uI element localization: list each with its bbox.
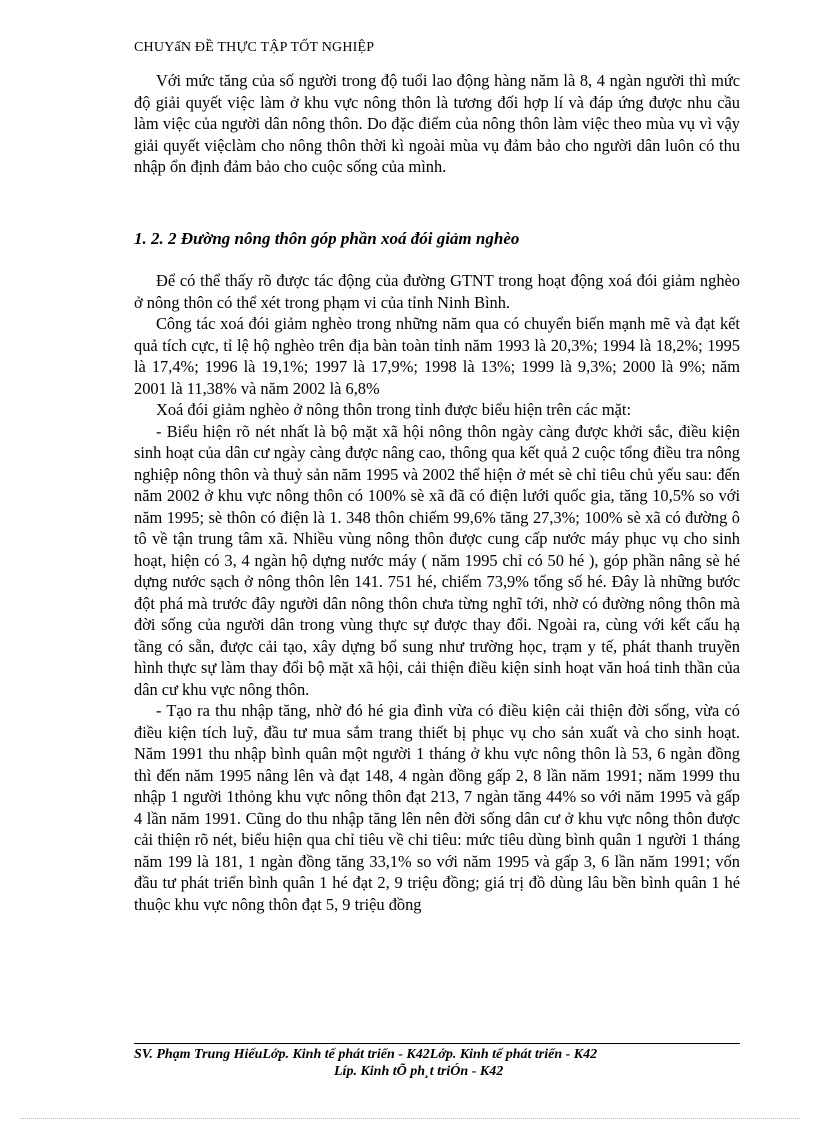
section-heading: 1. 2. 2 Đường nông thôn góp phần xoá đói giảm nghèo (134, 229, 520, 248)
paragraph-1: Để có thể thấy rõ được tác động của đường GTNT trong hoạt động xoá đói giảm nghèo ở nông thôn có thể xét trong phạm vi của tỉnh Ninh Bình. (134, 271, 740, 312)
page-edge-divider (20, 1118, 800, 1119)
section-body (134, 270, 740, 915)
page-header: CHUYấN ĐỀ THỰC TẬP TỐT NGHIỆP (134, 40, 375, 55)
paragraph-4: - Biểu hiện rõ nét nhất là bộ mặt xã hội nông thôn ngày càng được khởi sắc, điều kiện sinh hoạt của dân cư ngày càng được nâng cao, thông qua kết quả 2 cuộc tổng điều tra nông nghiệp nông thôn và thuỷ sản năm 1995 và 2002 thể hiện ở mét sè chỉ tiêu chủ yếu sau: đến năm 2002 ở khu vực nông thôn có 100% sè xã đã có điện lưới quốc gia, tăng 10,5% so với năm 1995; sè thôn có điện là 1. 348 thôn chiếm 99,6% tăng 27,3%; 100% sè xã có đường ô tô về tận trung tâm xã. Nhiều vùng nông thôn được cung cấp nước máy phục vụ cho sinh hoạt, hiện có 3, 4 ngàn hộ dựng nước máy ( năm 1995 chỉ có 50 hé ), góp phần nâng sè hé dựng nước sạch ở nông thôn lên 141. 751 hé, chiếm 73,9% tổng số hé. Đây là những bước đột phá mà trước đây người dân nông thôn chưa từng nghĩ tới, nhờ có đường nông thôn mà đời sống của người dân trong vùng thực sự được thay đổi. Ngoài ra, cùng với kết cấu hạ tầng có sẵn, được cải tạo, xây dựng bổ sung như trường học, trạm y tế, phát thanh truyền hình thực sự làm thay đổi bộ mặt xã hội, cải thiện điều kiện sinh hoạt văn hoá tinh thần của dân cư khu vực nông thôn. (134, 421, 740, 699)
intro-paragraph: Với mức tăng của số người trong độ tuổi lao động hàng năm là 8, 4 ngàn người thì mức độ giải quyết việc làm ở khu vực nông thôn là tương đối hợp lí và đáp ứng được nhu cầu làm việc của người dân nông thôn. Do đặc điểm của nông thôn làm việc theo mùa vụ vì vậy giải quyết việclàm cho nông thôn thời kì ngoài mùa vụ đảm bảo cho người dân luôn có thu nhập ổn định đảm bảo cho cuộc sống của mình. (134, 71, 740, 176)
footer-line-1: SV. Phạm Trung HiếuLớp. Kinh tế phát triển - K42Lớp. Kinh tế phát triển - K42 (134, 1047, 598, 1062)
paragraph-3: Xoá đói giảm nghèo ở nông thôn trong tỉnh được biểu hiện trên các mặt: (156, 400, 632, 419)
footer-divider (134, 1043, 740, 1044)
paragraph-5: - Tạo ra thu nhập tăng, nhờ đó hé gia đình vừa có điều kiện cải thiện đời sống, vừa có điều kiện tích luỹ, đầu tư mua sắm trang thiết bị phục vụ cho sản xuất và cho sinh hoạt. Năm 1991 thu nhập bình quân một người 1 tháng ở khu vực nông thôn là 53, 6 ngàn đồng thì đến năm 1995 nâng lên và đạt 148, 4 ngàn đồng gấp 2, 8 lần năm 1991; năm 1999 thu nhập 1 người 1thỏng khu vực nông thôn đạt 213, 7 ngàn tăng 44% so với năm 1995 và gấp 4 lần năm 1991. Cũng do thu nhập tăng lên nên đời sống dân cư ở khu vực nông thôn được cải thiện rõ nét, biểu hiện qua chỉ tiêu về chi tiêu: mức tiêu dùng bình quân 1 người 1 tháng năm 199 là 181, 1 ngàn đồng tăng 33,1% so với năm 1995 và gấp 3, 6 lần năm 1991; vốn đầu tư phát triển bình quân 1 hé đạt 2, 9 triệu đồng; giá trị đồ dùng lâu bền bình quân 1 hé thuộc khu vực nông thôn đạt 5, 9 triệu đồng (134, 701, 740, 914)
paragraph-2: Công tác xoá đói giảm nghèo trong những năm qua có chuyển biến mạnh mẽ và đạt kết quả tích cực, tỉ lệ hộ nghèo trên địa bàn toàn tỉnh năm 1993 là 20,3%; 1994 là 18,2%; 1995 là 17,4%; 1996 là 19,1%; 1997 là 17,9%; 1998 là 13%; 1999 là 9,3%; 2000 là 9%; năm 2001 là 11,38% và năm 2002 là 6,8% (134, 314, 740, 398)
intro-section (134, 70, 740, 178)
footer-line-2: Líp. Kinh tÕ ph¸t triÓn - K42 (334, 1064, 504, 1079)
